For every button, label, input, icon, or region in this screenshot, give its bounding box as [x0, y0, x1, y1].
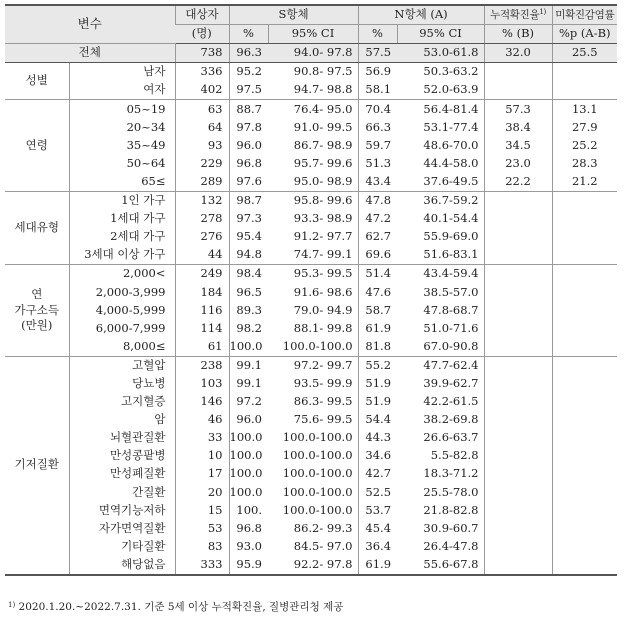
row-n-pct: 51.9 — [358, 393, 397, 411]
row-s-pct: 98.7 — [229, 191, 268, 210]
total-s-pct: 96.3 — [229, 44, 268, 63]
row-s-ci: 93.5- 99.9 — [293, 375, 353, 390]
header-variable: 변수 — [5, 5, 175, 44]
row-n-pct: 52.5 — [358, 483, 397, 501]
row-cumulative — [484, 375, 552, 393]
row-n-ci: 53.1-77.4 — [423, 119, 479, 134]
row-s-ci: 90.8- 97.5 — [293, 64, 353, 79]
row-s-ci: 79.0- 94.9 — [293, 302, 353, 317]
row-n: 44 — [175, 246, 229, 265]
row-n-pct: 54.4 — [358, 411, 397, 429]
header-undetected-unit: %p (A-B) — [552, 25, 617, 44]
row-s-pct: 100.0 — [229, 338, 268, 357]
table-row — [5, 155, 617, 173]
row-label: 1인 가구 — [69, 191, 175, 210]
row-cumulative: 34.5 — [484, 136, 552, 154]
row-cumulative — [484, 429, 552, 447]
row-label: 2세대 가구 — [69, 228, 175, 246]
row-s-pct: 96.5 — [229, 283, 268, 301]
row-s-ci: 100.0-100.0 — [268, 338, 358, 357]
row-cumulative: 57.3 — [484, 100, 552, 119]
row-label: 만성폐질환 — [69, 465, 175, 483]
row-s-ci: 91.0- 99.5 — [293, 119, 353, 134]
row-label: 남자 — [69, 63, 175, 82]
row-n: 276 — [175, 228, 229, 246]
table-row — [5, 118, 617, 136]
row-s-ci: 95.0- 98.9 — [268, 173, 358, 192]
row-s-ci: 84.5- 97.0 — [293, 538, 353, 553]
row-n-ci: 26.4-47.8 — [423, 538, 479, 553]
table-row — [5, 173, 617, 192]
row-n-ci: 55.9-69.0 — [423, 229, 479, 244]
row-cumulative — [484, 447, 552, 465]
row-n: 93 — [175, 136, 229, 154]
row-s-ci: 100.0-100.0 — [282, 502, 353, 517]
row-s-pct: 95.4 — [229, 228, 268, 246]
row-s-ci: 75.6- 99.5 — [293, 412, 353, 427]
row-n: 20 — [175, 483, 229, 501]
row-s-ci: 76.4- 95.0 — [293, 101, 353, 116]
row-n-ci: 36.7-59.2 — [423, 193, 479, 208]
row-n-pct: 47.2 — [358, 210, 397, 228]
row-cumulative — [484, 228, 552, 246]
row-n: 116 — [175, 301, 229, 319]
table-row — [5, 465, 617, 483]
row-n: 63 — [175, 100, 229, 119]
row-n-pct: 66.3 — [358, 118, 397, 136]
row-n-pct: 53.7 — [358, 501, 397, 519]
row-s-ci: 100.0-100.0 — [282, 430, 353, 445]
group-label: 연령 — [5, 100, 69, 191]
row-undetected — [552, 538, 617, 556]
row-n-pct: 59.7 — [358, 136, 397, 154]
row-n-ci: 67.0-90.8 — [397, 338, 484, 357]
row-n: 229 — [175, 155, 229, 173]
row-n-pct: 58.1 — [358, 81, 397, 100]
row-n: 336 — [175, 63, 229, 82]
row-undetected — [552, 228, 617, 246]
row-label: 4,000-5,999 — [69, 301, 175, 319]
row-cumulative — [484, 519, 552, 537]
row-s-pct: 94.8 — [229, 246, 268, 265]
row-n: 278 — [175, 210, 229, 228]
row-label: 3세대 이상 가구 — [69, 246, 175, 265]
table-row — [5, 393, 617, 411]
row-n-ci: 25.5-78.0 — [423, 484, 479, 499]
row-n-pct: 70.4 — [358, 100, 397, 119]
row-n-pct: 43.4 — [358, 173, 397, 192]
row-undetected — [552, 519, 617, 537]
row-n: 46 — [175, 411, 229, 429]
row-n-pct: 34.6 — [358, 447, 397, 465]
row-undetected: 28.3 — [552, 155, 617, 173]
row-label: 기타질환 — [69, 538, 175, 556]
row-n-pct: 44.3 — [358, 429, 397, 447]
row-s-ci: 86.3- 99.5 — [293, 394, 353, 409]
row-s-pct: 97.3 — [229, 210, 268, 228]
row-n: 103 — [175, 375, 229, 393]
row-s-ci: 86.7- 98.9 — [293, 137, 353, 152]
row-n-ci: 37.6-49.5 — [397, 173, 484, 192]
row-label: 2,000-3,999 — [69, 283, 175, 301]
row-n: 10 — [175, 447, 229, 465]
row-s-pct: 100.0 — [229, 447, 268, 465]
row-cumulative — [484, 356, 552, 375]
row-s-pct: 97.6 — [229, 173, 268, 192]
antibody-results-table — [5, 4, 617, 576]
table-row — [5, 301, 617, 319]
table-row — [5, 411, 617, 429]
row-undetected — [552, 63, 617, 82]
row-n-ci: 51.0-71.6 — [423, 320, 479, 335]
header-cum-unit: % (B) — [484, 25, 552, 44]
row-label: 1세대 가구 — [69, 210, 175, 228]
row-label: 05~19 — [69, 100, 175, 119]
row-label: 뇌혈관질환 — [69, 429, 175, 447]
footnote-text: 2020.1.20.~2022.7.31. 기준 5세 이상 누적확진율, 질병관리청 제공 — [18, 601, 344, 613]
row-s-ci: 95.3- 99.5 — [293, 266, 353, 281]
row-label: 면역기능저하 — [69, 501, 175, 519]
table-row — [5, 483, 617, 501]
row-s-pct: 96.0 — [229, 136, 268, 154]
row-cumulative — [484, 301, 552, 319]
row-n-ci: 38.5-57.0 — [423, 284, 479, 299]
table-row — [5, 538, 617, 556]
row-cumulative — [484, 538, 552, 556]
row-s-pct: 95.2 — [229, 63, 268, 82]
table-row — [5, 63, 617, 82]
row-s-pct: 98.2 — [229, 319, 268, 337]
row-s-pct: 96.8 — [229, 155, 268, 173]
table-body — [5, 44, 617, 575]
row-s-pct: 98.4 — [229, 265, 268, 284]
table-row — [5, 265, 617, 284]
row-s-pct: 100.0 — [229, 429, 268, 447]
row-n-ci: 39.9-62.7 — [423, 375, 479, 390]
row-n-ci: 30.9-60.7 — [423, 520, 479, 535]
row-s-ci: 86.2- 99.3 — [293, 520, 353, 535]
row-s-pct: 96.8 — [229, 519, 268, 537]
group-label: 연 가구소득 (만원) — [5, 265, 69, 356]
row-n-pct: 51.9 — [358, 375, 397, 393]
row-undetected — [552, 246, 617, 265]
row-n-ci: 47.7-62.4 — [423, 357, 479, 372]
row-label: 65≤ — [69, 173, 175, 192]
row-undetected — [552, 501, 617, 519]
row-label: 당뇨병 — [69, 375, 175, 393]
row-undetected — [552, 338, 617, 357]
row-n-pct: 51.4 — [358, 265, 397, 284]
row-undetected — [552, 447, 617, 465]
total-cumulative: 32.0 — [484, 44, 552, 63]
row-n-ci: 38.2-69.8 — [423, 412, 479, 427]
row-s-pct: 99.1 — [229, 375, 268, 393]
row-undetected — [552, 191, 617, 210]
row-n-pct: 56.9 — [358, 63, 397, 82]
row-s-ci: 97.2- 99.7 — [293, 357, 353, 372]
row-n: 83 — [175, 538, 229, 556]
row-cumulative — [484, 191, 552, 210]
row-n-ci: 52.0-63.9 — [397, 81, 484, 100]
row-undetected — [552, 393, 617, 411]
table-row — [5, 556, 617, 575]
row-label: 암 — [69, 411, 175, 429]
row-undetected — [552, 356, 617, 375]
row-n-ci: 5.5-82.8 — [430, 448, 479, 463]
table-row — [5, 447, 617, 465]
row-undetected — [552, 411, 617, 429]
row-s-pct: 95.9 — [229, 556, 268, 575]
row-n-ci: 50.3-63.2 — [423, 64, 479, 79]
row-n-pct: 69.6 — [358, 246, 397, 265]
row-n: 33 — [175, 429, 229, 447]
row-s-pct: 93.0 — [229, 538, 268, 556]
row-cumulative — [484, 246, 552, 265]
row-cumulative — [484, 81, 552, 100]
row-cumulative — [484, 265, 552, 284]
row-s-pct: 89.3 — [229, 301, 268, 319]
row-s-pct: 97.5 — [229, 81, 268, 100]
row-cumulative — [484, 411, 552, 429]
row-n: 15 — [175, 501, 229, 519]
row-label: 8,000≤ — [69, 338, 175, 357]
total-s-ci: 94.0- 97.8 — [268, 44, 358, 63]
row-n-pct: 62.7 — [358, 228, 397, 246]
table-row — [5, 283, 617, 301]
header-subjects: 대상자 — [175, 5, 229, 25]
row-cumulative — [484, 319, 552, 337]
row-n-ci: 48.6-70.0 — [423, 137, 479, 152]
table-header — [5, 5, 617, 44]
row-undetected: 27.9 — [552, 118, 617, 136]
header-cumulative-label: 누적확진율 — [490, 9, 540, 22]
row-n: 64 — [175, 118, 229, 136]
header-subjects-unit: (명) — [175, 25, 229, 44]
row-s-ci: 74.7- 99.1 — [268, 246, 358, 265]
row-s-ci: 91.6- 98.6 — [293, 284, 353, 299]
row-label: 자가면역질환 — [69, 519, 175, 537]
row-undetected: 25.2 — [552, 136, 617, 154]
table-row — [5, 375, 617, 393]
row-label: 50~64 — [69, 155, 175, 173]
row-n: 17 — [175, 465, 229, 483]
row-n: 249 — [175, 265, 229, 284]
row-s-ci: 94.7- 98.8 — [268, 81, 358, 100]
row-n-pct: 51.3 — [358, 155, 397, 173]
row-n-ci: 47.8-68.7 — [423, 302, 479, 317]
row-s-ci: 88.1- 99.8 — [293, 320, 353, 335]
row-cumulative: 38.4 — [484, 118, 552, 136]
table-row — [5, 210, 617, 228]
row-undetected: 13.1 — [552, 100, 617, 119]
row-undetected — [552, 319, 617, 337]
total-n: 738 — [175, 44, 229, 63]
row-s-pct: 97.2 — [229, 393, 268, 411]
row-label: 6,000-7,999 — [69, 319, 175, 337]
row-undetected — [552, 283, 617, 301]
total-n-pct: 57.5 — [358, 44, 397, 63]
header-s-pct: % — [229, 25, 268, 44]
row-undetected — [552, 265, 617, 284]
header-n-ci: 95% CI — [397, 25, 484, 44]
row-s-ci: 93.3- 98.9 — [293, 211, 353, 226]
total-undetected: 25.5 — [552, 44, 617, 63]
row-cumulative — [484, 283, 552, 301]
row-n-pct: 42.7 — [358, 465, 397, 483]
table-row — [5, 338, 617, 357]
row-cumulative — [484, 63, 552, 82]
header-n-antibody: N항체 (A) — [358, 5, 484, 25]
row-label: 20~34 — [69, 118, 175, 136]
row-n-pct: 61.9 — [358, 556, 397, 575]
row-n: 333 — [175, 556, 229, 575]
row-cumulative: 22.2 — [484, 173, 552, 192]
row-undetected — [552, 375, 617, 393]
group-label: 성별 — [5, 63, 69, 100]
table-row — [5, 81, 617, 100]
row-label: 고혈압 — [69, 356, 175, 375]
table-row — [5, 228, 617, 246]
row-cumulative — [484, 465, 552, 483]
table-row — [5, 319, 617, 337]
header-undetected-rate: 미확진감염률 — [552, 5, 617, 25]
row-s-pct: 99.1 — [229, 356, 268, 375]
row-cumulative — [484, 483, 552, 501]
row-s-ci: 100.0-100.0 — [282, 484, 353, 499]
total-row — [5, 44, 617, 63]
table-row — [5, 519, 617, 537]
row-n: 238 — [175, 356, 229, 375]
row-cumulative — [484, 338, 552, 357]
row-n-ci: 26.6-63.7 — [423, 430, 479, 445]
row-n: 146 — [175, 393, 229, 411]
row-s-ci: 100.0-100.0 — [282, 448, 353, 463]
row-label: 35~49 — [69, 136, 175, 154]
row-cumulative — [484, 501, 552, 519]
header-s-antibody: S항체 — [229, 5, 358, 25]
table-row — [5, 136, 617, 154]
row-undetected — [552, 210, 617, 228]
table-row — [5, 356, 617, 375]
row-n-pct: 81.8 — [358, 338, 397, 357]
table-row — [5, 100, 617, 119]
row-n-pct: 61.9 — [358, 319, 397, 337]
row-s-pct: 88.7 — [229, 100, 268, 119]
table-row — [5, 191, 617, 210]
row-label: 여자 — [69, 81, 175, 100]
header-cumulative-rate — [484, 5, 552, 25]
row-cumulative — [484, 210, 552, 228]
row-n-ci: 56.4-81.4 — [423, 101, 479, 116]
row-label: 해당없음 — [69, 556, 175, 575]
row-n-pct: 45.4 — [358, 519, 397, 537]
row-n-ci: 21.8-82.8 — [423, 502, 479, 517]
row-n-ci: 42.2-61.5 — [423, 394, 479, 409]
row-n-ci: 18.3-71.2 — [423, 466, 479, 481]
row-cumulative: 23.0 — [484, 155, 552, 173]
row-undetected — [552, 81, 617, 100]
row-n-pct: 36.4 — [358, 538, 397, 556]
table-row — [5, 501, 617, 519]
header-n-pct: % — [358, 25, 397, 44]
row-s-pct: 100.0 — [229, 465, 268, 483]
row-n: 61 — [175, 338, 229, 357]
row-n-pct: 55.2 — [358, 356, 397, 375]
total-n-ci: 53.0-61.8 — [397, 44, 484, 63]
row-n: 53 — [175, 519, 229, 537]
row-label: 만성콩팥병 — [69, 447, 175, 465]
row-undetected — [552, 556, 617, 575]
row-undetected: 21.2 — [552, 173, 617, 192]
header-cumulative-sup: 1) — [539, 8, 546, 17]
row-s-pct: 97.8 — [229, 118, 268, 136]
row-n-ci: 51.6-83.1 — [397, 246, 484, 265]
row-n: 184 — [175, 283, 229, 301]
row-undetected — [552, 465, 617, 483]
row-n-ci: 55.6-67.8 — [397, 556, 484, 575]
footnote-marker: 1) — [8, 601, 16, 609]
row-cumulative — [484, 556, 552, 575]
row-n-ci: 43.4-59.4 — [423, 266, 479, 281]
row-s-ci: 91.2- 97.7 — [293, 229, 353, 244]
row-n-ci: 44.4-58.0 — [423, 155, 479, 170]
row-label: 고지혈증 — [69, 393, 175, 411]
row-undetected — [552, 429, 617, 447]
row-undetected — [552, 483, 617, 501]
row-s-pct: 100. — [229, 501, 268, 519]
group-label: 기저질환 — [5, 356, 69, 575]
row-s-pct: 100.0 — [229, 483, 268, 501]
table-row — [5, 246, 617, 265]
row-n: 132 — [175, 191, 229, 210]
group-label: 세대유형 — [5, 191, 69, 264]
table-row — [5, 429, 617, 447]
row-undetected — [552, 301, 617, 319]
row-s-ci: 95.8- 99.6 — [293, 193, 353, 208]
row-label: 2,000< — [69, 265, 175, 284]
row-n-ci: 40.1-54.4 — [423, 211, 479, 226]
row-s-ci: 100.0-100.0 — [282, 466, 353, 481]
row-s-ci: 92.2- 97.8 — [268, 556, 358, 575]
row-n-pct: 58.7 — [358, 301, 397, 319]
footnote — [8, 599, 343, 614]
row-cumulative — [484, 393, 552, 411]
row-n-pct: 47.6 — [358, 283, 397, 301]
row-n-pct: 47.8 — [358, 191, 397, 210]
results-table-container — [5, 4, 617, 576]
row-n: 289 — [175, 173, 229, 192]
row-n: 114 — [175, 319, 229, 337]
total-label: 전체 — [5, 44, 175, 63]
header-s-ci: 95% CI — [268, 25, 358, 44]
row-n: 402 — [175, 81, 229, 100]
row-label: 간질환 — [69, 483, 175, 501]
row-s-ci: 95.7- 99.6 — [293, 155, 353, 170]
row-s-pct: 96.0 — [229, 411, 268, 429]
